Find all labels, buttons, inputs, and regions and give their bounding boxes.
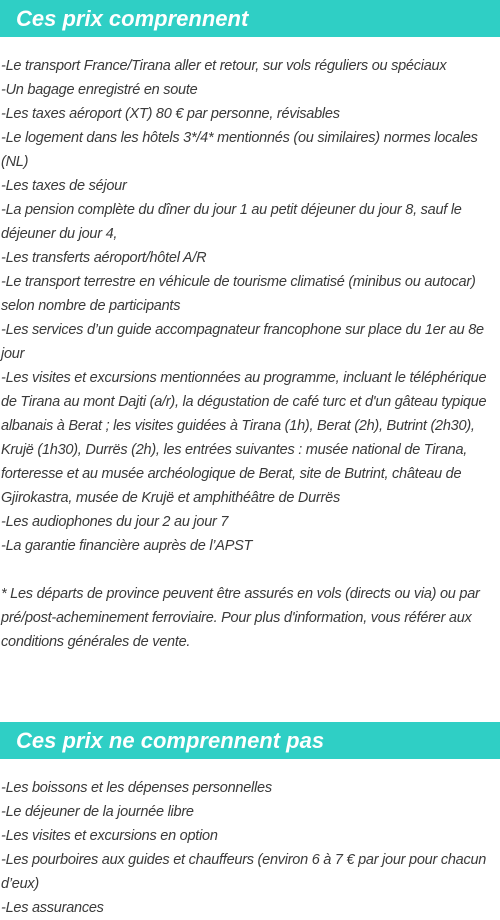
- list-item: -Le déjeuner de la journée libre: [1, 803, 194, 820]
- list-item: -Le transport France/Tirana aller et retour, sur vols réguliers ou spéciaux: [1, 58, 447, 74]
- list-item: -Les visites et excursions en option: [1, 827, 218, 844]
- list-item: -Les visites et excursions mentionnées au programme, incluant le téléphérique de Tirana au mont Dajti (a/r), la dégustation de café turc et d'un gâteau typique albanais à Berat ; les visites guidées à Tirana (1h), Berat (2h), Butrint (2h30), Krujë (1h30), Durrës (2h), les entrées suivantes : musée national de Tirana, forteresse et au musée archéologique de Berat, site de Butrint, château de Gjirokastra, musée de Krujë et amphithéâtre de Durrës: [1, 370, 487, 506]
- list-item: -Les pourboires aux guides et chauffeurs (environ 6 à 7 € par jour pour chacun d’eux): [1, 851, 487, 892]
- list-item: -Le transport terrestre en véhicule de tourisme climatisé (minibus ou autocar) selon nombre de participants: [1, 274, 476, 314]
- list-item: -Les taxes de séjour: [1, 178, 127, 194]
- included-section-title: Ces prix comprennent: [0, 0, 500, 37]
- excluded-section-title: Ces prix ne comprennent pas: [0, 722, 500, 759]
- list-item: -Les audiophones du jour 2 au jour 7: [1, 514, 229, 530]
- departure-note: * Les départs de province peuvent être assurés en vols (directs ou via) ou par pré/post-acheminement ferroviaire. Pour plus d'information, vous référer aux conditions générales de vente.: [1, 586, 480, 650]
- section-spacer: [0, 669, 500, 722]
- list-item: -Un bagage enregistré en soute: [1, 82, 198, 98]
- included-list: [0, 54, 500, 558]
- excluded-list: [0, 776, 500, 920]
- list-item: -Le logement dans les hôtels 3*/4* mentionnés (ou similaires) normes locales (NL): [1, 130, 478, 170]
- list-item: -Les services d’un guide accompagnateur francophone sur place du 1er au 8e jour: [1, 322, 484, 362]
- list-item: -Les boissons et les dépenses personnelles: [1, 779, 272, 796]
- list-item: -La pension complète du dîner du jour 1 au petit déjeuner du jour 8, sauf le déjeuner du jour 4,: [1, 202, 462, 242]
- list-item: -La garantie financière auprès de l’APST: [1, 538, 253, 554]
- list-item: -Les assurances: [1, 899, 104, 916]
- list-item: -Les transferts aéroport/hôtel A/R: [1, 250, 207, 266]
- excluded-section: [0, 722, 500, 920]
- list-item: -Les taxes aéroport (XT) 80 € par personne, révisables: [1, 106, 340, 122]
